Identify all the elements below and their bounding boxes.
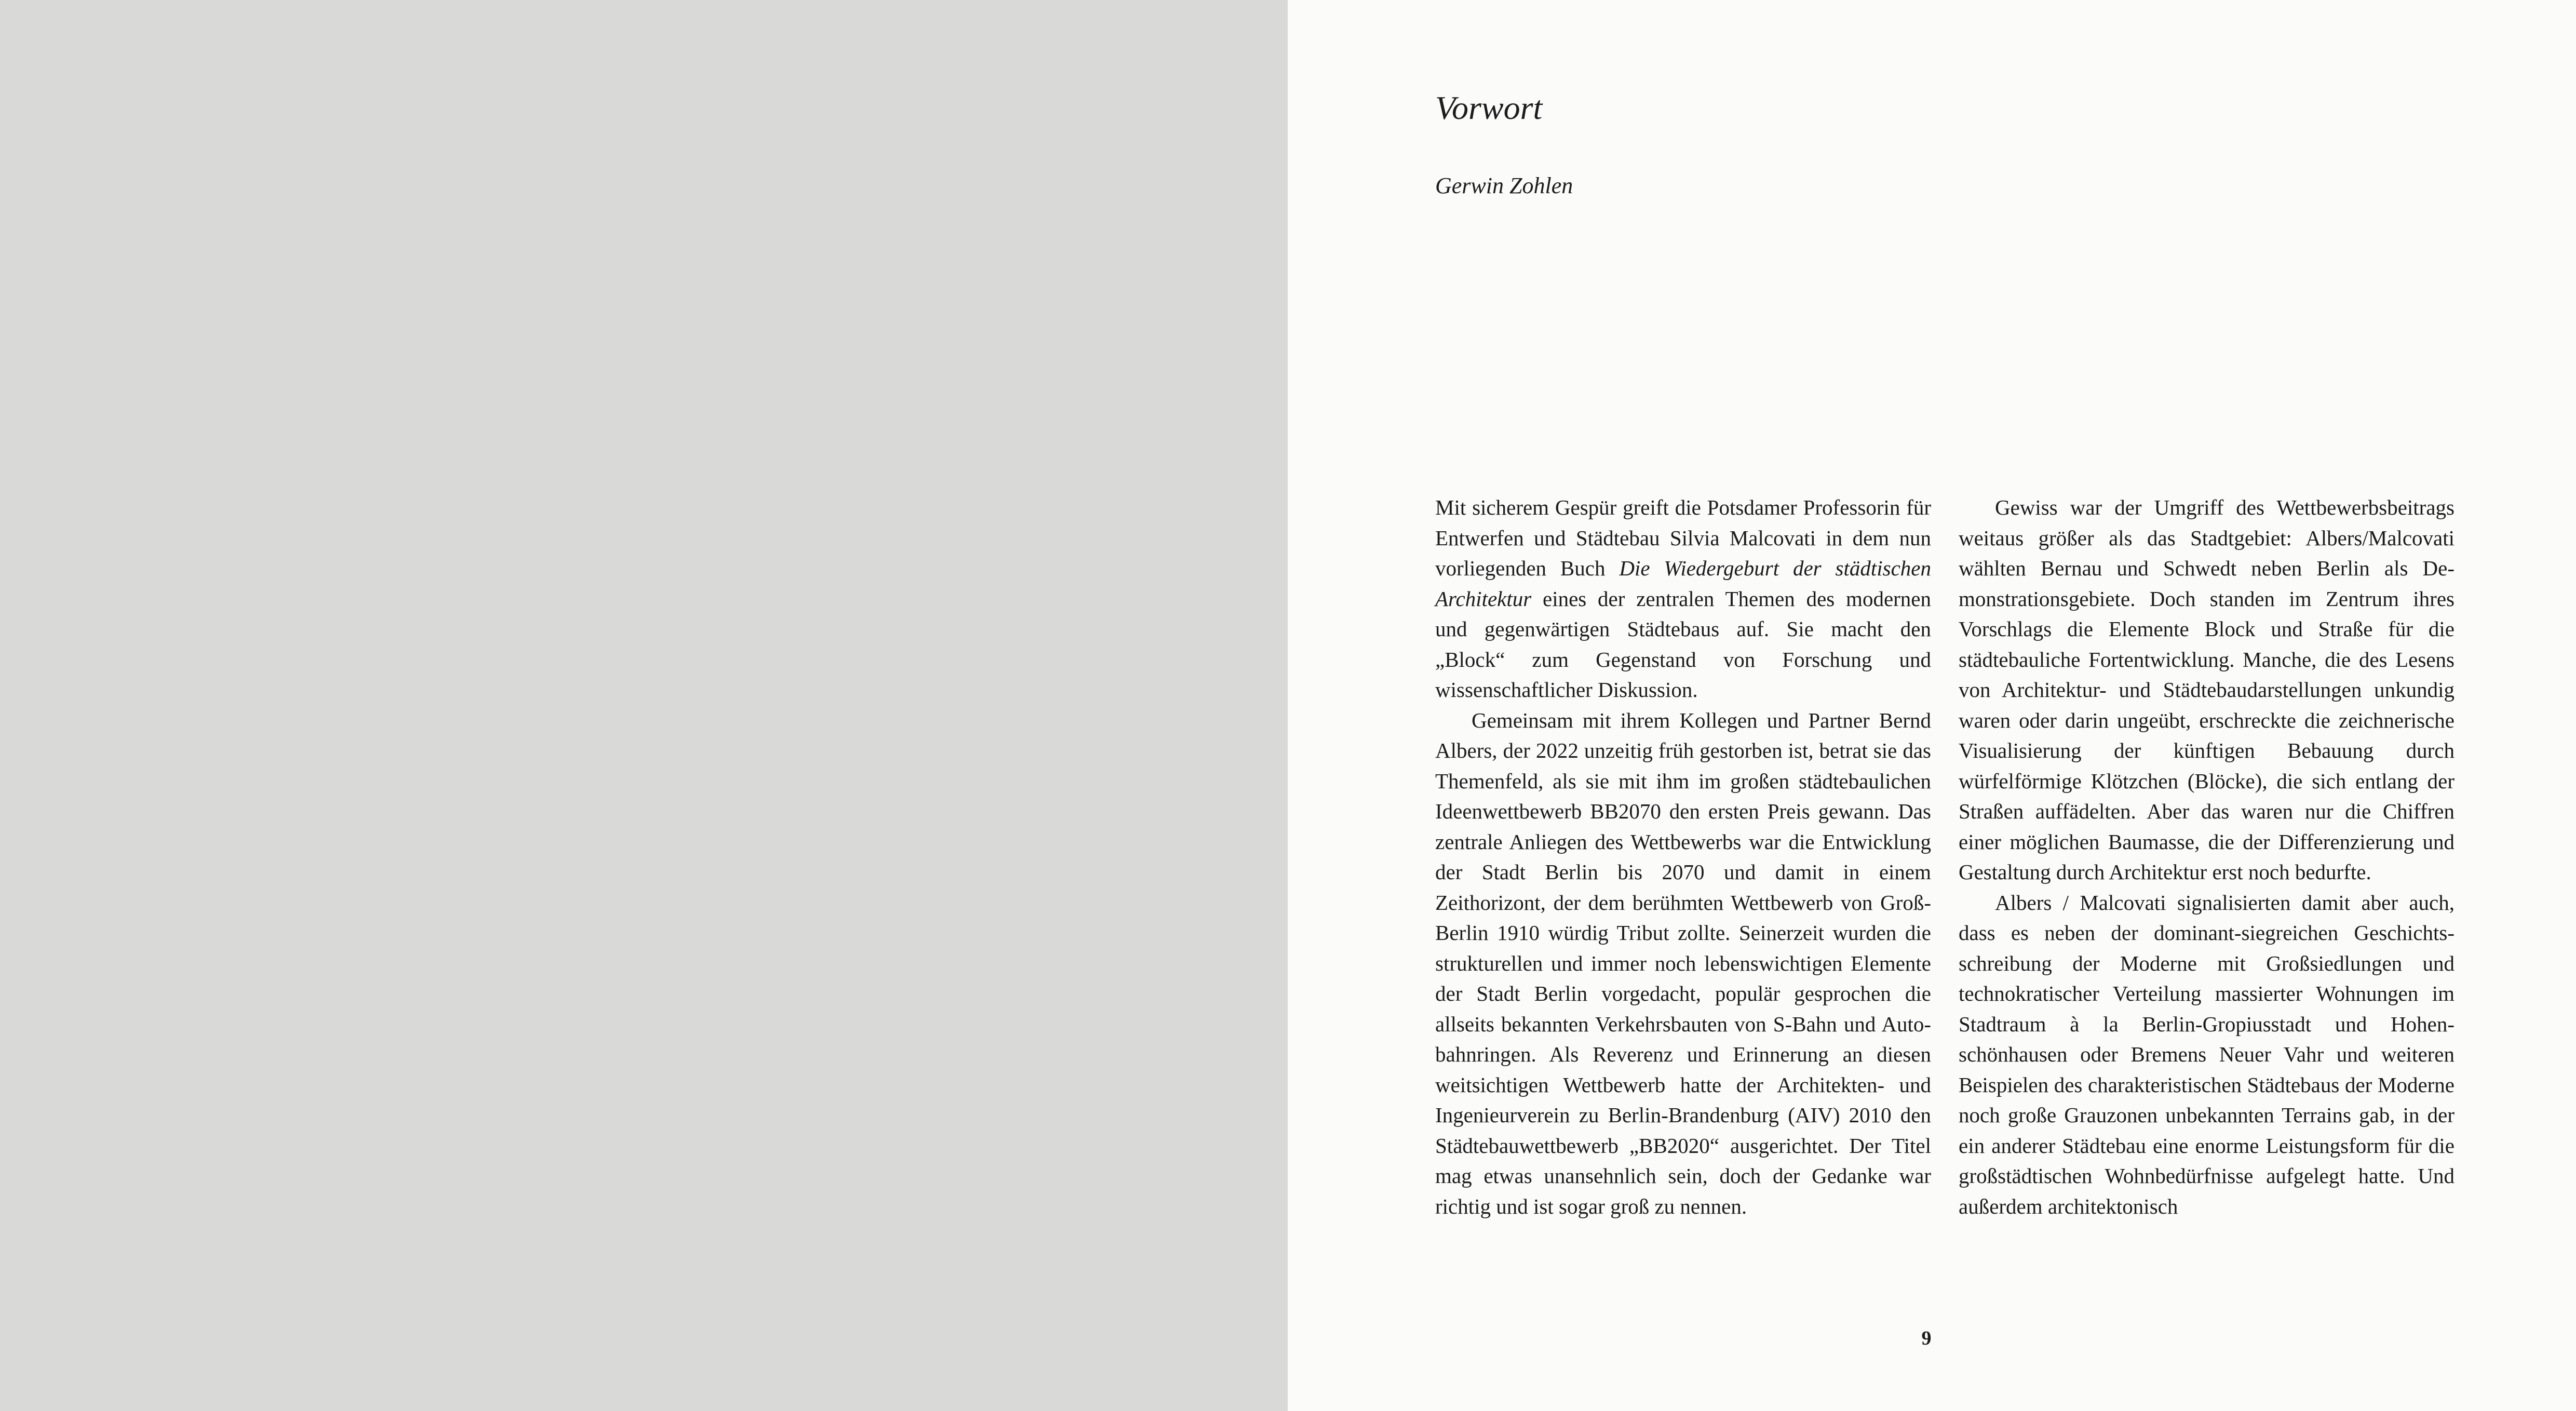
text-column-right xyxy=(1959,492,2454,1221)
paragraph: Gewiss war der Umgriff des Wettbewerbsbeitrags weitaus größer als das Stadtgebiet: Albers/Malcovati wählten Bernau und Schwedt neben Berlin als Demonstrationsgebiete. Doch standen im Zentrum ihres Vorschlags die Elemente Block und Straße für die städtebauliche Fortentwicklung. Manche, die des Lesens von Architektur- und Städtebaudarstellungen unkundig waren oder darin ungeübt, erschreckte die zeichnerische Visualisierung der künftigen Bebauung durch würfelförmige Klötzchen (Blöcke), die sich entlang der Straßen auffädelten. Aber das waren nur die Chiffren einer möglichen Baumasse, die der Differenzierung und Gestaltung durch Architektur erst noch bedurfte. xyxy=(1959,495,2454,884)
chapter-author: Gerwin Zohlen xyxy=(1435,173,1573,198)
text-column-left xyxy=(1435,492,1931,1221)
paragraph-text: eines der zentralen Themen des modernen und gegenwärtigen Städtebaus auf. Sie macht den „Block“ zum Gegenstand von Forschung und wissenschaftlicher Diskussion. xyxy=(1435,586,1931,702)
book-title: Die Wiedergeburt der städtischen Architektur xyxy=(1435,556,1931,611)
paragraph: Albers / Malcovati signalisierten damit aber auch, dass es neben der dominant-siegreichen Geschichtsschreibung der Moderne mit Großsiedlungen und technokratischer Verteilung massierter Wohnungen im Stadtraum à la Berlin-Gropiusstadt und Hohenschönhausen oder Bremens Neuer Vahr und weiteren Beispielen des charakteristischen Städtebaus der Moderne noch große Grauzonen unbekannten Terrains gab, in der ein anderer Städtebau eine enorme Leistungsform für die großstädtischen Wohnbedürfnisse aufgelegt hatte. Und außerdem architektonisch xyxy=(1959,890,2454,1218)
chapter-title: Vorwort xyxy=(1435,89,1543,126)
paragraph xyxy=(1435,492,1931,705)
paragraph: Gemeinsam mit ihrem Kollegen und Partner Bernd Albers, der 2022 unzeitig früh gestorben ist, betrat sie das Themenfeld, als sie mit ihm im großen städtebaulichen Ideenwettbewerb BB2070 den ersten Preis gewann. Das zentrale Anliegen des Wettbewerbs war die Entwicklung der Stadt Berlin bis 2070 und damit in einem Zeithorizont, der dem berühmten Wettbewerb von Groß-Berlin 1910 würdig Tribut zollte. Seinerzeit wurden die strukturellen und immer noch lebenswichtigen Elemente der Stadt Berlin vorgedacht, populär gesprochen die allseits bekannten Verkehrsbauten von S-Bahn und Autobahnringen. Als Reverenz und Erinnerung an diesen weitsichtigen Wettbewerb hatte der Architekten- und Ingenieurverein zu Berlin-Brandenburg (AIV) 2010 den Städtebauwettbewerb „BB2020“ ausgerichtet. Der Titel mag etwas unansehnlich sein, doch der Gedanke war richtig und ist sogar groß zu nennen. xyxy=(1435,708,1931,1218)
paragraph-text: Mit sicherem Gespür greift die Potsdamer Professorin für Entwerfen und Städtebau Silvia Malcovati in dem nun vorliegenden Buch xyxy=(1435,495,1931,580)
page-number: 9 xyxy=(1921,1327,1932,1349)
